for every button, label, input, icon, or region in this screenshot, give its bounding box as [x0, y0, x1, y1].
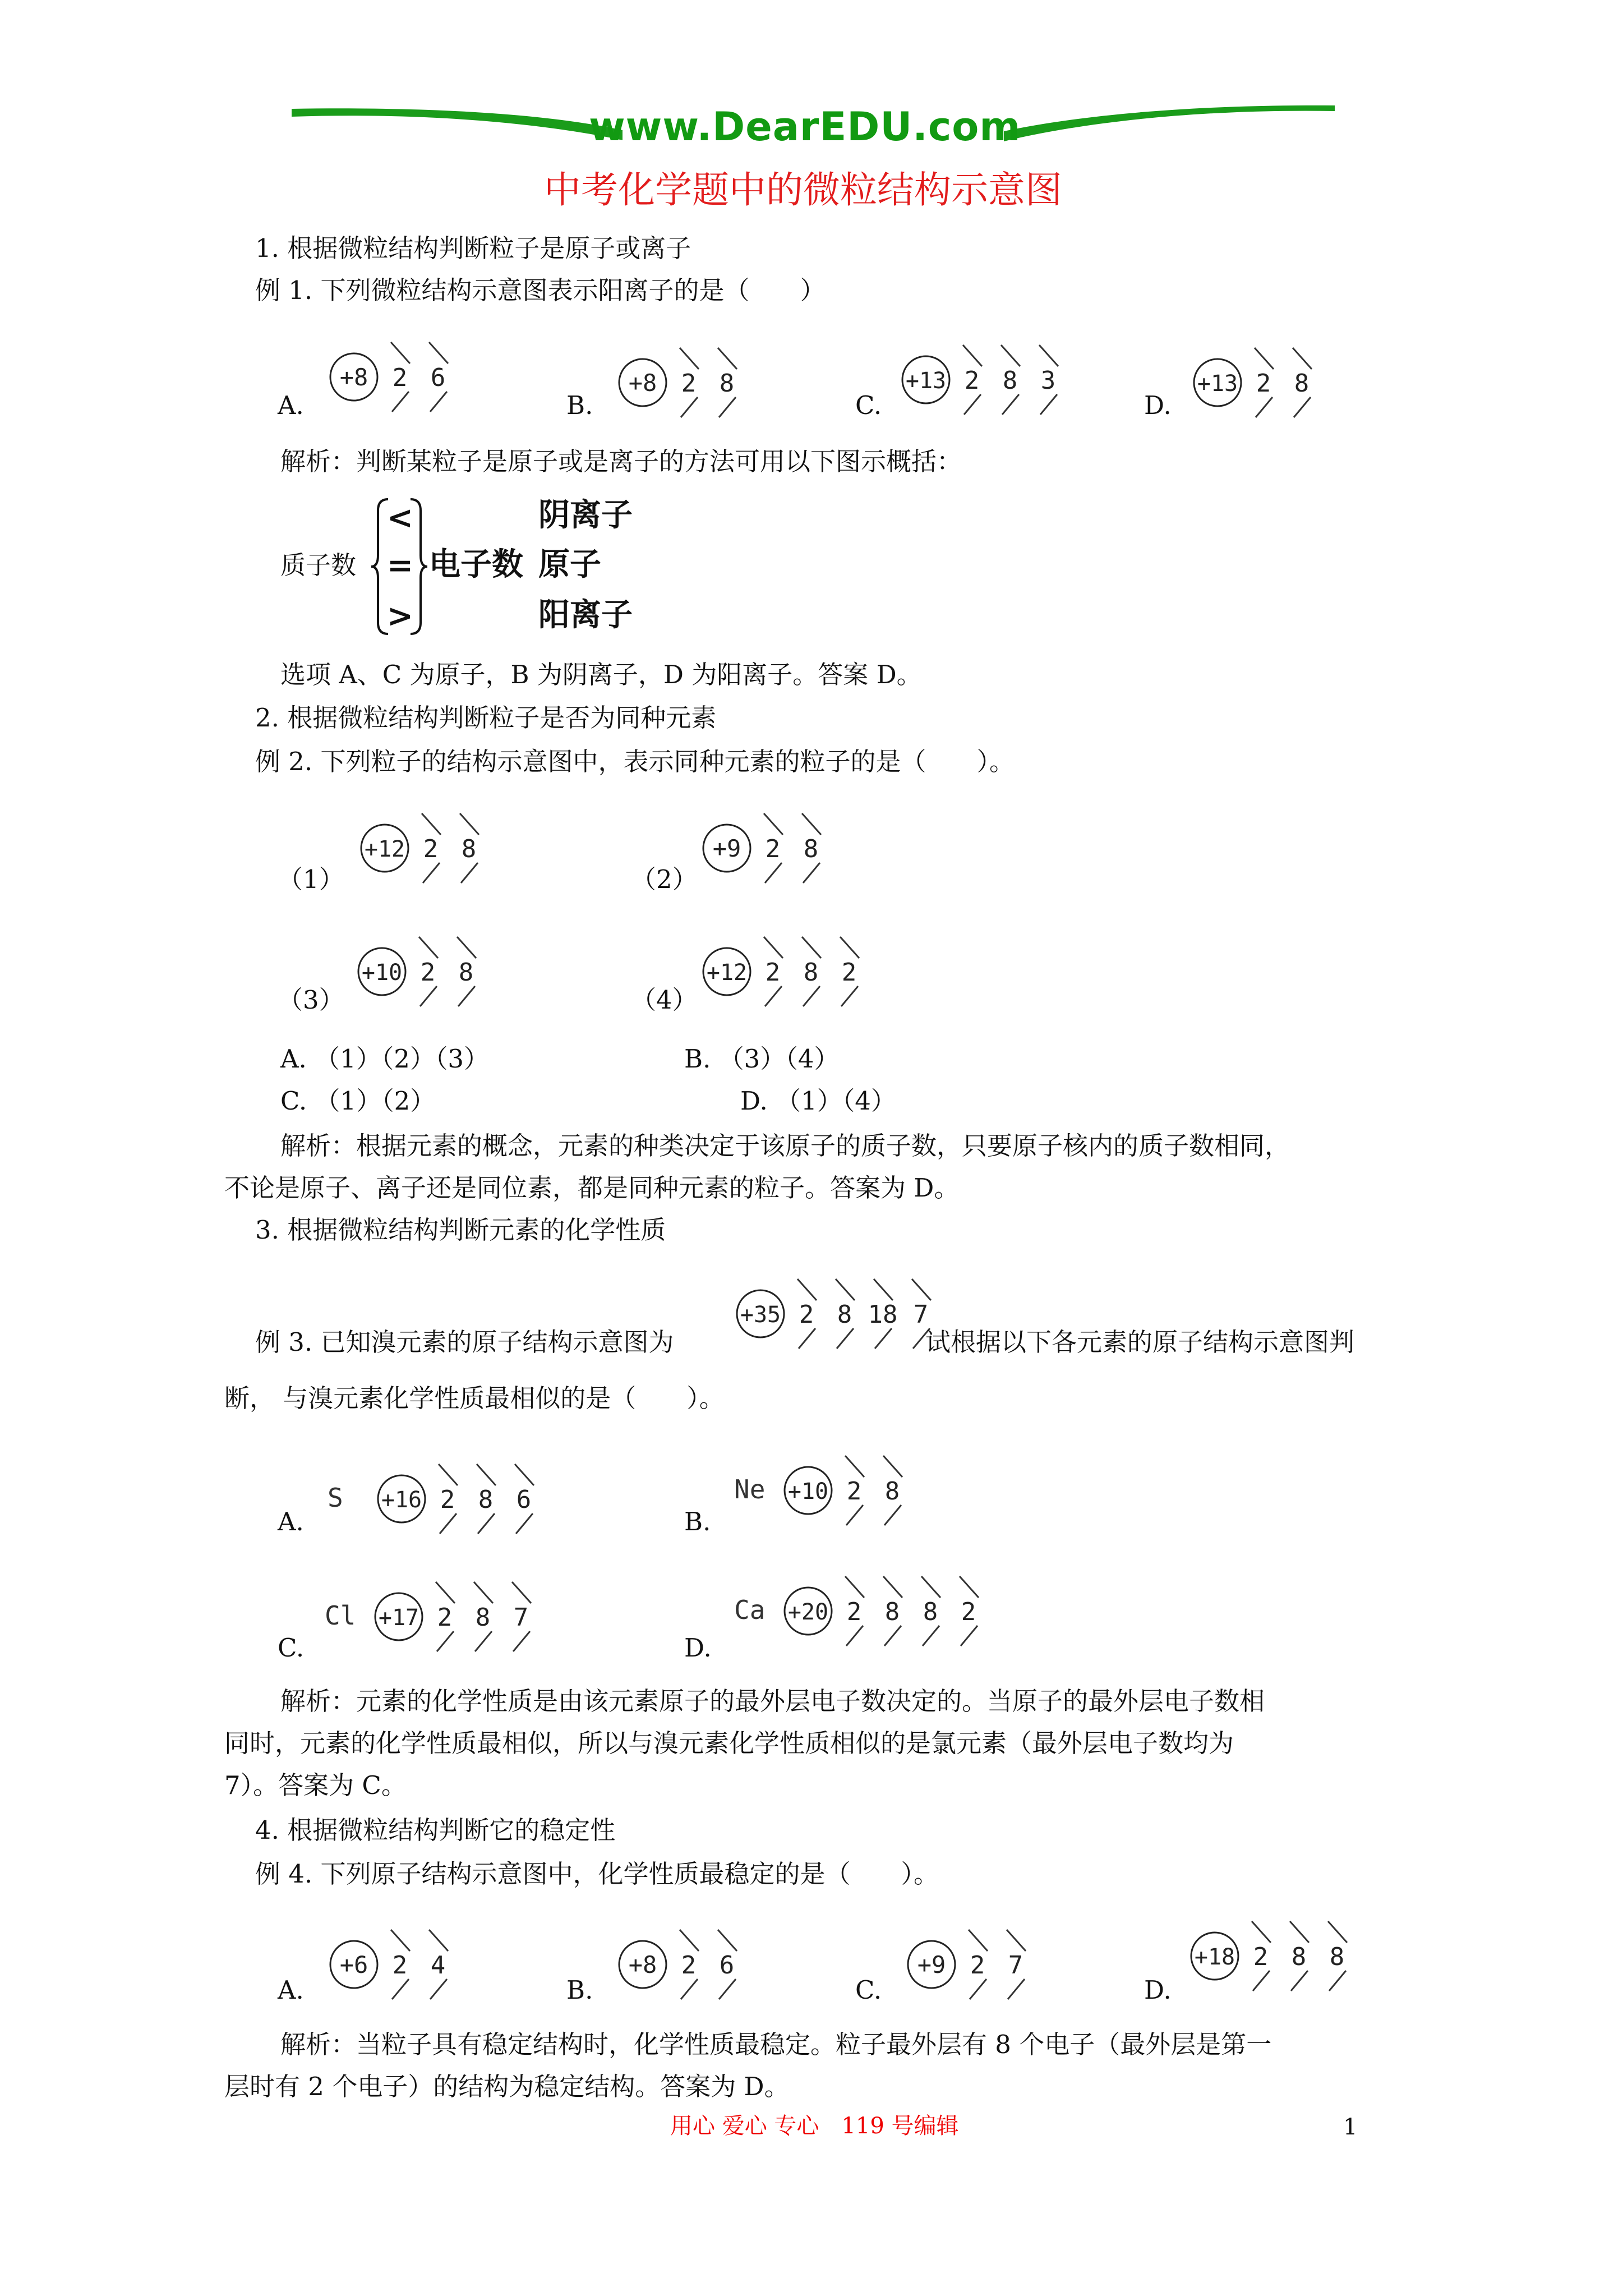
ex3-option-b-label: B.: [684, 1507, 711, 1536]
shell-arc-bottom: [884, 1505, 901, 1525]
shell-electron-count: 2: [961, 1598, 976, 1626]
shell-electron-count: 4: [430, 1951, 446, 1980]
shell-electron-count: 2: [765, 958, 781, 987]
shell-electron-count: 6: [430, 364, 446, 392]
shell-arc-bottom: [923, 1626, 939, 1646]
shell-electron-count: 2: [392, 1951, 408, 1980]
shell-arc-bottom: [803, 986, 820, 1006]
ex1-atom-d: [1192, 342, 1349, 440]
example-3-question-b: 试根据以下各元素的原子结构示意图判: [925, 1327, 1355, 1357]
nucleus-charge: +12: [706, 960, 748, 986]
shell-electron-count: 7: [1008, 1951, 1023, 1980]
shell-arc-top: [1293, 348, 1312, 369]
shell-arc-bottom: [1008, 1979, 1025, 1999]
ex2-particle-3-label: （3）: [278, 985, 344, 1015]
ex2-particle-4-label: （4）: [631, 985, 698, 1015]
shell-electron-count: 2: [765, 835, 781, 863]
shell-electron-count: 2: [440, 1485, 455, 1514]
shell-arc-top: [474, 1582, 493, 1603]
page-number: 1: [1343, 2114, 1358, 2140]
shell-arc-top: [845, 1576, 864, 1598]
shell-arc-bottom: [392, 392, 409, 412]
nucleus-charge: +13: [905, 368, 947, 394]
nucleus-charge: +9: [917, 1951, 946, 1978]
shell-electron-count: 3: [1040, 366, 1056, 395]
nucleus-charge: +10: [787, 1479, 829, 1504]
ex4-analysis-line-2: 层时有 2 个电子）的结构为稳定结构。答案为 D。: [224, 2072, 790, 2101]
nucleus-charge: +17: [378, 1605, 419, 1631]
shell-arc-bottom: [681, 1979, 698, 1999]
shell-arc-bottom: [516, 1513, 533, 1534]
shell-arc-bottom: [846, 1505, 863, 1525]
ex1-option-d-label: D.: [1144, 390, 1172, 420]
ex2-choice-c: C. （1）（2）: [280, 1086, 436, 1116]
shell-electron-count: 8: [478, 1485, 494, 1514]
shell-arc-bottom: [430, 392, 447, 412]
shell-arc-bottom: [1291, 1971, 1308, 1991]
ex1-analysis: 解析：判断某粒子是原子或是离子的方法可用以下图示概括：: [280, 447, 962, 476]
example-3-question-c: 断， 与溴元素化学性质最相似的是（ ）。: [224, 1383, 725, 1413]
site-name[interactable]: www.DearEDU.com: [589, 104, 1021, 150]
shell-arc-top: [845, 1456, 864, 1477]
shell-arc-top: [1328, 1921, 1347, 1943]
shell-electron-count: 8: [475, 1603, 491, 1632]
ex1-atom-b: [617, 342, 774, 440]
shell-electron-count: 2: [423, 835, 439, 863]
shell-electron-count: 8: [1329, 1943, 1345, 1971]
shell-electron-count: 2: [846, 1477, 862, 1506]
shell-arc-top: [1255, 348, 1274, 369]
shell-electron-count: 7: [513, 1603, 529, 1632]
shell-arc-top: [477, 1464, 496, 1485]
shell-arc-bottom: [970, 1979, 986, 1999]
scheme-atom: 原子: [538, 546, 601, 583]
shell-electron-count: 8: [719, 369, 735, 398]
shell-electron-count: 2: [964, 366, 980, 395]
shell-arc-bottom: [475, 1631, 492, 1651]
shell-electron-count: 2: [970, 1951, 985, 1980]
nucleus-charge: +18: [1194, 1944, 1235, 1970]
shell-arc-bottom: [803, 863, 820, 883]
shell-arc-top: [391, 1930, 410, 1951]
section-4-heading: 4. 根据微粒结构判断它的稳定性: [255, 1815, 616, 1845]
page-title: 中考化学题中的微粒结构示意图: [544, 168, 1062, 211]
nucleus-charge: +8: [628, 1951, 657, 1978]
shell-electron-count: 8: [923, 1598, 938, 1626]
nucleus-charge: +8: [628, 369, 657, 397]
shell-arc-bottom: [1253, 1971, 1270, 1991]
shell-arc-top: [802, 937, 821, 958]
shell-arc-bottom: [964, 394, 981, 415]
ex2-atom-4: [701, 931, 896, 1029]
ex1-option-b-label: B.: [566, 390, 593, 420]
shell-arc-bottom: [423, 863, 440, 883]
scheme-equals: =: [387, 547, 413, 584]
shell-electron-count: 6: [516, 1485, 532, 1514]
scheme-greater-than: >: [387, 597, 413, 634]
example-1-question: 例 1. 下列微粒结构示意图表示阳离子的是（ ）: [255, 275, 826, 305]
shell-arc-top: [1290, 1921, 1309, 1943]
element-symbol: Cl: [325, 1600, 356, 1631]
shell-arc-bottom: [765, 863, 782, 883]
ex4-analysis-line-1: 解析：当粒子具有稳定结构时，化学性质最稳定。粒子最外层有 8 个电子（最外层是第一: [280, 2030, 1272, 2059]
shell-arc-top: [680, 1930, 699, 1951]
scheme-less-than: <: [387, 499, 413, 536]
example-4-question: 例 4. 下列原子结构示意图中，化学性质最稳定的是（ ）。: [255, 1859, 939, 1889]
shell-arc-top: [436, 1582, 455, 1603]
shell-arc-bottom: [884, 1626, 901, 1646]
shell-arc-top: [1007, 1930, 1026, 1951]
element-symbol: S: [328, 1483, 343, 1513]
ex2-analysis-line-2: 不论是原子、离子还是同位素，都是同种元素的粒子。答案为 D。: [224, 1173, 960, 1203]
shell-electron-count: 7: [913, 1300, 929, 1329]
shell-electron-count: 8: [803, 835, 819, 863]
shell-electron-count: 8: [803, 958, 819, 987]
shell-arc-top: [422, 813, 441, 835]
nucleus-charge: +16: [381, 1487, 422, 1513]
footer-text: 用心 爱心 专心 119 号编辑: [670, 2113, 959, 2139]
shell-arc-top: [797, 1279, 817, 1300]
nucleus-charge: +13: [1197, 371, 1238, 397]
shell-arc-bottom: [961, 1626, 978, 1646]
shell-electron-count: 2: [420, 958, 436, 987]
shell-electron-count: 2: [846, 1598, 862, 1626]
nucleus-charge: +9: [712, 835, 741, 862]
shell-electron-count: 8: [1294, 369, 1310, 398]
shell-arc-bottom: [420, 986, 437, 1006]
ex1-atom-a: [328, 337, 485, 434]
shell-arc-bottom: [719, 397, 736, 417]
shell-arc-top: [419, 937, 438, 958]
ex3-analysis-line-1: 解析：元素的化学性质是由该元素原子的最外层电子数决定的。当原子的最外层电子数相: [280, 1686, 1265, 1716]
shell-arc-top: [512, 1582, 531, 1603]
ex4-option-d-label: D.: [1144, 1975, 1172, 2005]
ex3-option-d-label: D.: [684, 1633, 712, 1663]
shell-arc-bottom: [1002, 394, 1019, 415]
scheme-proton-number: 质子数: [280, 550, 357, 580]
shell-arc-top: [883, 1576, 902, 1598]
ex2-particle-1-label: （1）: [278, 864, 344, 894]
shell-arc-top: [1001, 345, 1020, 366]
ex4-option-a-label: A.: [278, 1975, 304, 2005]
ex1-option-a-label: A.: [278, 390, 304, 420]
shell-arc-bottom: [765, 986, 782, 1006]
shell-arc-top: [429, 1930, 448, 1951]
shell-arc-top: [836, 1279, 855, 1300]
shell-arc-top: [764, 813, 783, 835]
shell-electron-count: 2: [681, 369, 697, 398]
ex3-option-a-label: A.: [278, 1507, 304, 1536]
element-symbol: Ne: [734, 1474, 766, 1504]
ex4-atom-b: [617, 1924, 774, 2022]
section-1-heading: 1. 根据微粒结构判断粒子是原子或离子: [255, 233, 691, 263]
ex3-atom-ne: [732, 1450, 939, 1548]
ex4-atom-a: [328, 1924, 485, 2022]
shell-arc-top: [718, 348, 737, 369]
ex4-atom-d: [1189, 1916, 1384, 2013]
shell-electron-count: 8: [837, 1300, 852, 1329]
shell-arc-bottom: [392, 1979, 409, 1999]
shell-electron-count: 6: [719, 1951, 735, 1980]
shell-electron-count: 2: [437, 1603, 453, 1632]
ex1-option-c-label: C.: [855, 390, 882, 420]
shell-arc-bottom: [1329, 1971, 1346, 1991]
ex3-analysis-line-2: 同时，元素的化学性质最相似，所以与溴元素化学性质相似的是氯元素（最外层电子数均为: [224, 1728, 1234, 1758]
shell-electron-count: 2: [1253, 1943, 1269, 1971]
shell-arc-top: [1252, 1921, 1271, 1943]
ex3-option-c-label: C.: [278, 1633, 305, 1663]
ex4-option-c-label: C.: [855, 1975, 882, 2005]
shell-arc-top: [963, 345, 982, 366]
ex2-atom-1: [359, 808, 516, 905]
shell-arc-bottom: [875, 1328, 892, 1349]
shell-arc-top: [429, 342, 448, 364]
section-2-heading: 2. 根据微粒结构判断粒子是否为同种元素: [255, 703, 717, 733]
shell-arc-top: [515, 1464, 534, 1485]
shell-electron-count: 8: [884, 1477, 900, 1506]
ex2-analysis-line-1: 解析：根据元素的概念，元素的种类决定于该原子的质子数，只要原子核内的质子数相同，: [280, 1131, 1290, 1161]
shell-arc-top: [840, 937, 859, 958]
shell-arc-bottom: [440, 1513, 457, 1534]
shell-arc-top: [1039, 345, 1058, 366]
ex3-analysis-line-3: 7）。答案为 C。: [224, 1770, 407, 1800]
shell-electron-count: 2: [1256, 369, 1271, 398]
shell-electron-count: 8: [461, 835, 477, 863]
shell-electron-count: 2: [799, 1300, 814, 1329]
shell-arc-bottom: [846, 1626, 863, 1646]
ex1-atom-c: [900, 339, 1095, 437]
element-symbol: Ca: [734, 1595, 766, 1625]
shell-arc-bottom: [837, 1328, 854, 1349]
nucleus-charge: +10: [361, 960, 403, 986]
scheme-cation: 阳离子: [538, 596, 633, 633]
shell-arc-bottom: [1040, 394, 1057, 415]
shell-electron-count: 8: [1291, 1943, 1307, 1971]
nucleus-charge: +35: [740, 1302, 781, 1328]
ex4-atom-c: [906, 1924, 1063, 2022]
scheme-electron-number: 电子数: [429, 546, 523, 583]
ex2-choice-d: D. （1）（4）: [740, 1086, 896, 1116]
shell-arc-top: [764, 937, 783, 958]
ex3-atom-ca: [732, 1571, 1016, 1668]
shell-arc-bottom: [461, 863, 478, 883]
nucleus-charge: +8: [339, 364, 368, 391]
shell-arc-bottom: [458, 986, 475, 1006]
shell-arc-bottom: [1256, 397, 1272, 417]
shell-arc-top: [439, 1464, 458, 1485]
shell-arc-bottom: [478, 1513, 495, 1534]
shell-arc-top: [391, 342, 410, 364]
scheme-anion: 阴离子: [538, 496, 633, 533]
shell-electron-count: 8: [458, 958, 474, 987]
shell-arc-top: [680, 348, 699, 369]
shell-electron-count: 18: [868, 1300, 898, 1329]
shell-electron-count: 8: [884, 1598, 900, 1626]
shell-arc-top: [874, 1279, 893, 1300]
shell-arc-top: [457, 937, 476, 958]
shell-arc-top: [883, 1456, 902, 1477]
shell-arc-top: [969, 1930, 988, 1951]
shell-arc-bottom: [799, 1328, 815, 1349]
nucleus-charge: +12: [364, 836, 405, 862]
example-2-question: 例 2. 下列粒子的结构示意图中，表示同种元素的粒子的是（ ）。: [255, 747, 1015, 776]
ex1-answer: 选项 A、C 为原子，B 为阴离子，D 为阳离子。答案 D。: [280, 660, 922, 689]
ex3-atom-cl: [322, 1576, 568, 1674]
example-3-question-a: 例 3. 已知溴元素的原子结构示意图为: [255, 1327, 674, 1357]
shell-arc-bottom: [841, 986, 858, 1006]
ex2-atom-3: [356, 931, 513, 1029]
shell-arc-bottom: [430, 1979, 447, 1999]
nucleus-charge: +20: [787, 1599, 829, 1625]
shell-arc-bottom: [719, 1979, 736, 1999]
ex2-choice-a: A. （1）（2）（3）: [280, 1044, 489, 1074]
shell-electron-count: 2: [392, 364, 408, 392]
shell-arc-top: [802, 813, 821, 835]
nucleus-charge: +6: [339, 1951, 368, 1978]
ex2-atom-2: [701, 808, 858, 905]
shell-arc-bottom: [681, 397, 698, 417]
shell-arc-bottom: [1294, 397, 1311, 417]
shell-arc-top: [460, 813, 479, 835]
ex2-choice-b: B. （3）（4）: [684, 1044, 840, 1074]
shell-arc-top: [921, 1576, 940, 1598]
shell-arc-top: [718, 1930, 737, 1951]
shell-arc-bottom: [513, 1631, 530, 1651]
ex4-option-b-label: B.: [566, 1975, 593, 2005]
ex2-particle-2-label: （2）: [631, 864, 698, 894]
shell-electron-count: 8: [1002, 366, 1018, 395]
shell-arc-top: [960, 1576, 979, 1598]
ex3-atom-s: [325, 1458, 571, 1556]
section-3-heading: 3. 根据微粒结构判断元素的化学性质: [255, 1215, 666, 1245]
shell-arc-bottom: [437, 1631, 454, 1651]
shell-electron-count: 2: [681, 1951, 697, 1980]
shell-arc-top: [912, 1279, 931, 1300]
shell-electron-count: 2: [841, 958, 857, 987]
